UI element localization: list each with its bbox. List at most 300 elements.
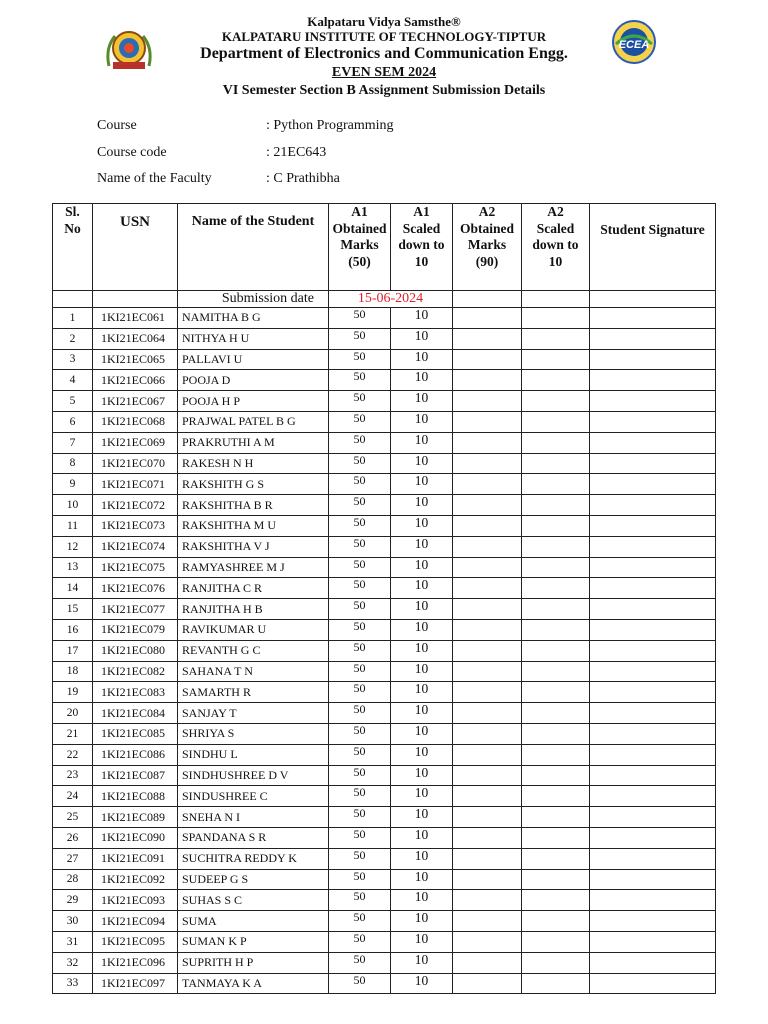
department-name: Department of Electronics and Communication Engg. [200, 45, 568, 62]
row-a1-scaled: 10 [391, 536, 453, 557]
row-student-name: SNEHA N I [178, 807, 329, 828]
row-sl-no: 16 [53, 619, 93, 640]
row-usn: 1KI21EC086 [93, 744, 178, 765]
row-sl-no: 15 [53, 599, 93, 620]
row-a1-scaled: 10 [391, 391, 453, 412]
row-a1-scaled: 10 [391, 308, 453, 329]
row-a1-scaled: 10 [391, 349, 453, 370]
row-signature [590, 807, 716, 828]
row-a1-obtained: 50 [329, 557, 391, 578]
row-signature [590, 848, 716, 869]
row-usn: 1KI21EC082 [93, 661, 178, 682]
document-subtitle: VI Semester Section B Assignment Submission Details [222, 83, 546, 98]
row-student-name: SINDUSHREE C [178, 786, 329, 807]
row-a2-scaled [522, 536, 590, 557]
row-signature [590, 411, 716, 432]
row-a1-scaled: 10 [391, 328, 453, 349]
row-student-name: SUCHITRA REDDY K [178, 848, 329, 869]
course-info [97, 116, 497, 196]
table-row [53, 370, 716, 391]
row-a1-scaled: 10 [391, 911, 453, 932]
row-a1-obtained: 50 [329, 308, 391, 329]
row-sl-no: 11 [53, 515, 93, 536]
row-student-name: TANMAYA K A [178, 973, 329, 994]
row-a1-obtained: 50 [329, 952, 391, 973]
row-student-name: SINDHU L [178, 744, 329, 765]
row-a2-obtained [453, 952, 522, 973]
row-sl-no: 7 [53, 432, 93, 453]
row-usn: 1KI21EC067 [93, 391, 178, 412]
course-row [97, 116, 497, 143]
row-signature [590, 619, 716, 640]
row-a2-scaled [522, 848, 590, 869]
col-a1-scaled: A1 Scaled down to 10 [391, 204, 453, 291]
row-a2-scaled [522, 308, 590, 329]
submission-date-label: Submission date [178, 291, 329, 308]
row-a1-obtained: 50 [329, 432, 391, 453]
row-a2-scaled [522, 370, 590, 391]
row-student-name: RANJITHA H B [178, 599, 329, 620]
table-header-row [53, 204, 716, 291]
row-usn: 1KI21EC095 [93, 931, 178, 952]
row-a2-obtained [453, 765, 522, 786]
row-a2-obtained [453, 495, 522, 516]
table-row [53, 744, 716, 765]
row-a2-obtained [453, 890, 522, 911]
row-a2-scaled [522, 515, 590, 536]
row-signature [590, 703, 716, 724]
college-emblem-icon [101, 26, 157, 72]
row-a2-scaled [522, 391, 590, 412]
table-row [53, 557, 716, 578]
course-code-label: Course code [97, 144, 167, 160]
row-usn: 1KI21EC087 [93, 765, 178, 786]
course-code-value: : 21EC643 [266, 144, 327, 160]
row-a1-obtained: 50 [329, 640, 391, 661]
table-row [53, 391, 716, 412]
col-a1-obtained: A1 Obtained Marks (50) [329, 204, 391, 291]
row-student-name: RAVIKUMAR U [178, 619, 329, 640]
row-sl-no: 13 [53, 557, 93, 578]
row-usn: 1KI21EC069 [93, 432, 178, 453]
row-a2-obtained [453, 557, 522, 578]
table-row [53, 308, 716, 329]
row-signature [590, 557, 716, 578]
row-a2-scaled [522, 952, 590, 973]
row-a1-scaled: 10 [391, 869, 453, 890]
row-signature [590, 952, 716, 973]
row-sl-no: 22 [53, 744, 93, 765]
row-sl-no: 32 [53, 952, 93, 973]
row-a2-obtained [453, 536, 522, 557]
org-name: Kalpataru Vidya Samsthe® [307, 14, 461, 29]
row-sl-no: 2 [53, 328, 93, 349]
row-a2-obtained [453, 848, 522, 869]
institute-name: KALPATARU INSTITUTE OF TECHNOLOGY-TIPTUR [221, 29, 547, 44]
faculty-row [97, 169, 497, 196]
row-sl-no: 6 [53, 411, 93, 432]
row-a2-obtained [453, 619, 522, 640]
row-student-name: SUMA [178, 911, 329, 932]
row-a2-obtained [453, 640, 522, 661]
row-usn: 1KI21EC077 [93, 599, 178, 620]
table-row [53, 599, 716, 620]
row-sl-no: 9 [53, 474, 93, 495]
row-a1-obtained: 50 [329, 370, 391, 391]
row-sl-no: 20 [53, 703, 93, 724]
row-signature [590, 391, 716, 412]
table-row [53, 474, 716, 495]
row-usn: 1KI21EC092 [93, 869, 178, 890]
row-a1-obtained: 50 [329, 536, 391, 557]
row-student-name: RANJITHA C R [178, 578, 329, 599]
table-row [53, 536, 716, 557]
row-a2-obtained [453, 578, 522, 599]
row-usn: 1KI21EC079 [93, 619, 178, 640]
row-a2-obtained [453, 869, 522, 890]
row-a2-scaled [522, 453, 590, 474]
row-usn: 1KI21EC061 [93, 308, 178, 329]
row-student-name: POOJA H P [178, 391, 329, 412]
row-a2-scaled [522, 869, 590, 890]
row-a1-scaled: 10 [391, 599, 453, 620]
row-a2-obtained [453, 661, 522, 682]
row-signature [590, 661, 716, 682]
row-a1-scaled: 10 [391, 411, 453, 432]
row-sl-no: 1 [53, 308, 93, 329]
row-usn: 1KI21EC088 [93, 786, 178, 807]
row-a2-scaled [522, 723, 590, 744]
table-row [53, 640, 716, 661]
row-a1-scaled: 10 [391, 432, 453, 453]
row-sl-no: 27 [53, 848, 93, 869]
row-a2-scaled [522, 682, 590, 703]
table-row [53, 869, 716, 890]
row-a1-scaled: 10 [391, 661, 453, 682]
row-student-name: SAHANA T N [178, 661, 329, 682]
row-a1-obtained: 50 [329, 848, 391, 869]
row-sl-no: 19 [53, 682, 93, 703]
course-code-row [97, 143, 497, 170]
row-a1-scaled: 10 [391, 640, 453, 661]
row-a2-obtained [453, 432, 522, 453]
row-student-name: SUHAS S C [178, 890, 329, 911]
row-a1-obtained: 50 [329, 453, 391, 474]
row-a2-obtained [453, 682, 522, 703]
row-signature [590, 349, 716, 370]
row-a2-scaled [522, 578, 590, 599]
row-a2-obtained [453, 807, 522, 828]
row-usn: 1KI21EC094 [93, 911, 178, 932]
row-signature [590, 578, 716, 599]
col-a2-obtained: A2 Obtained Marks (90) [453, 204, 522, 291]
row-student-name: PALLAVI U [178, 349, 329, 370]
row-a1-scaled: 10 [391, 890, 453, 911]
row-signature [590, 495, 716, 516]
row-usn: 1KI21EC071 [93, 474, 178, 495]
row-student-name: RAKSHITHA V J [178, 536, 329, 557]
row-student-name: RAKSHITH G S [178, 474, 329, 495]
ecea-logo-icon [606, 18, 662, 66]
col-a2-scaled: A2 Scaled down to 10 [522, 204, 590, 291]
row-signature [590, 890, 716, 911]
row-student-name: PRAJWAL PATEL B G [178, 411, 329, 432]
row-usn: 1KI21EC093 [93, 890, 178, 911]
row-a1-obtained: 50 [329, 827, 391, 848]
row-a1-obtained: 50 [329, 682, 391, 703]
row-a2-scaled [522, 744, 590, 765]
row-a2-obtained [453, 911, 522, 932]
row-student-name: PRAKRUTHI A M [178, 432, 329, 453]
row-sl-no: 26 [53, 827, 93, 848]
table-row [53, 911, 716, 932]
row-a1-scaled: 10 [391, 723, 453, 744]
row-signature [590, 599, 716, 620]
row-signature [590, 515, 716, 536]
row-sl-no: 8 [53, 453, 93, 474]
row-student-name: POOJA D [178, 370, 329, 391]
table-row [53, 786, 716, 807]
row-sl-no: 33 [53, 973, 93, 994]
row-signature [590, 744, 716, 765]
row-a2-scaled [522, 807, 590, 828]
row-signature [590, 432, 716, 453]
row-a2-obtained [453, 391, 522, 412]
row-signature [590, 786, 716, 807]
row-a2-scaled [522, 890, 590, 911]
submission-table [52, 203, 716, 994]
row-usn: 1KI21EC084 [93, 703, 178, 724]
row-a1-obtained: 50 [329, 765, 391, 786]
ecea-logo-text: ECEA [618, 39, 650, 51]
row-a2-obtained [453, 599, 522, 620]
table-row [53, 807, 716, 828]
course-label: Course [97, 118, 137, 133]
row-sl-no: 12 [53, 536, 93, 557]
row-a2-obtained [453, 308, 522, 329]
row-a2-scaled [522, 786, 590, 807]
row-signature [590, 682, 716, 703]
row-usn: 1KI21EC097 [93, 973, 178, 994]
table-row [53, 765, 716, 786]
row-sl-no: 28 [53, 869, 93, 890]
row-a1-obtained: 50 [329, 515, 391, 536]
row-a1-scaled: 10 [391, 827, 453, 848]
row-student-name: SUMAN K P [178, 931, 329, 952]
table-row [53, 619, 716, 640]
row-a2-obtained [453, 515, 522, 536]
row-a1-obtained: 50 [329, 578, 391, 599]
row-a1-obtained: 50 [329, 931, 391, 952]
table-row [53, 827, 716, 848]
row-a1-scaled: 10 [391, 765, 453, 786]
faculty-value: : C Prathibha [266, 171, 340, 186]
row-usn: 1KI21EC089 [93, 807, 178, 828]
row-sl-no: 31 [53, 931, 93, 952]
row-a1-obtained: 50 [329, 786, 391, 807]
row-sl-no: 17 [53, 640, 93, 661]
row-a2-scaled [522, 557, 590, 578]
row-a2-obtained [453, 703, 522, 724]
row-a1-obtained: 50 [329, 328, 391, 349]
col-student-signature: Student Signature [590, 204, 716, 291]
submission-date-value: 15-06-2024 [329, 291, 453, 308]
col-usn: USN [93, 204, 178, 291]
row-signature [590, 453, 716, 474]
row-a1-obtained: 50 [329, 661, 391, 682]
row-a2-obtained [453, 973, 522, 994]
col-sl-no: Sl. No [53, 204, 93, 291]
row-usn: 1KI21EC070 [93, 453, 178, 474]
row-a1-obtained: 50 [329, 703, 391, 724]
table-row [53, 328, 716, 349]
row-usn: 1KI21EC090 [93, 827, 178, 848]
table-row [53, 890, 716, 911]
row-a1-scaled: 10 [391, 495, 453, 516]
row-signature [590, 640, 716, 661]
row-signature [590, 723, 716, 744]
row-a1-obtained: 50 [329, 495, 391, 516]
row-a2-scaled [522, 640, 590, 661]
row-student-name: REVANTH G C [178, 640, 329, 661]
row-a1-obtained: 50 [329, 474, 391, 495]
row-sl-no: 10 [53, 495, 93, 516]
row-sl-no: 4 [53, 370, 93, 391]
row-student-name: SUPRITH H P [178, 952, 329, 973]
row-a1-obtained: 50 [329, 723, 391, 744]
row-signature [590, 827, 716, 848]
row-a1-obtained: 50 [329, 973, 391, 994]
row-a1-scaled: 10 [391, 682, 453, 703]
row-sl-no: 25 [53, 807, 93, 828]
row-a1-obtained: 50 [329, 391, 391, 412]
row-signature [590, 536, 716, 557]
table-row [53, 411, 716, 432]
row-sl-no: 30 [53, 911, 93, 932]
semester-title: EVEN SEM 2024 [331, 65, 437, 80]
table-row [53, 453, 716, 474]
row-student-name: SPANDANA S R [178, 827, 329, 848]
table-row [53, 952, 716, 973]
row-a1-obtained: 50 [329, 411, 391, 432]
row-student-name: SHRIYA S [178, 723, 329, 744]
row-a2-scaled [522, 827, 590, 848]
row-a2-obtained [453, 827, 522, 848]
row-signature [590, 308, 716, 329]
table-row [53, 349, 716, 370]
table-row [53, 703, 716, 724]
row-signature [590, 869, 716, 890]
row-student-name: RAKESH N H [178, 453, 329, 474]
row-signature [590, 765, 716, 786]
row-a2-obtained [453, 931, 522, 952]
table-row [53, 578, 716, 599]
row-usn: 1KI21EC085 [93, 723, 178, 744]
row-a2-scaled [522, 411, 590, 432]
table-row [53, 432, 716, 453]
row-a1-obtained: 50 [329, 619, 391, 640]
table-row [53, 495, 716, 516]
row-a1-scaled: 10 [391, 744, 453, 765]
table-row [53, 931, 716, 952]
row-student-name: RAMYASHREE M J [178, 557, 329, 578]
row-a2-obtained [453, 786, 522, 807]
row-student-name: SINDHUSHREE D V [178, 765, 329, 786]
row-usn: 1KI21EC064 [93, 328, 178, 349]
row-usn: 1KI21EC068 [93, 411, 178, 432]
table-row [53, 973, 716, 994]
row-a1-scaled: 10 [391, 807, 453, 828]
row-signature [590, 328, 716, 349]
table-row [53, 723, 716, 744]
row-sl-no: 18 [53, 661, 93, 682]
row-a2-scaled [522, 661, 590, 682]
row-signature [590, 973, 716, 994]
row-a1-scaled: 10 [391, 703, 453, 724]
row-a2-obtained [453, 411, 522, 432]
faculty-label: Name of the Faculty [97, 171, 212, 186]
row-a2-scaled [522, 911, 590, 932]
row-signature [590, 474, 716, 495]
row-a2-obtained [453, 723, 522, 744]
row-usn: 1KI21EC096 [93, 952, 178, 973]
row-usn: 1KI21EC075 [93, 557, 178, 578]
row-a1-scaled: 10 [391, 786, 453, 807]
row-a1-scaled: 10 [391, 931, 453, 952]
row-a2-scaled [522, 432, 590, 453]
row-a2-scaled [522, 474, 590, 495]
row-student-name: RAKSHITHA M U [178, 515, 329, 536]
row-a2-scaled [522, 328, 590, 349]
row-usn: 1KI21EC074 [93, 536, 178, 557]
table-row [53, 848, 716, 869]
table-row [53, 515, 716, 536]
row-a1-scaled: 10 [391, 515, 453, 536]
row-a1-obtained: 50 [329, 911, 391, 932]
row-a1-obtained: 50 [329, 744, 391, 765]
row-a1-obtained: 50 [329, 807, 391, 828]
row-student-name: RAKSHITHA B R [178, 495, 329, 516]
row-a2-scaled [522, 619, 590, 640]
table-row [53, 682, 716, 703]
row-a1-obtained: 50 [329, 869, 391, 890]
row-a1-scaled: 10 [391, 557, 453, 578]
row-usn: 1KI21EC076 [93, 578, 178, 599]
row-sl-no: 21 [53, 723, 93, 744]
row-a2-scaled [522, 931, 590, 952]
table-row [53, 661, 716, 682]
row-usn: 1KI21EC065 [93, 349, 178, 370]
col-student-name: Name of the Student [178, 204, 329, 291]
row-a1-scaled: 10 [391, 453, 453, 474]
row-sl-no: 14 [53, 578, 93, 599]
row-a1-obtained: 50 [329, 890, 391, 911]
course-value: : Python Programming [266, 118, 394, 133]
submission-date-row [53, 291, 716, 308]
row-sl-no: 3 [53, 349, 93, 370]
row-usn: 1KI21EC091 [93, 848, 178, 869]
row-a2-scaled [522, 765, 590, 786]
row-student-name: SUDEEP G S [178, 869, 329, 890]
row-a2-scaled [522, 349, 590, 370]
row-student-name: SAMARTH R [178, 682, 329, 703]
row-a2-obtained [453, 328, 522, 349]
row-student-name: NITHYA H U [178, 328, 329, 349]
row-a2-scaled [522, 495, 590, 516]
row-usn: 1KI21EC080 [93, 640, 178, 661]
row-signature [590, 911, 716, 932]
row-usn: 1KI21EC083 [93, 682, 178, 703]
